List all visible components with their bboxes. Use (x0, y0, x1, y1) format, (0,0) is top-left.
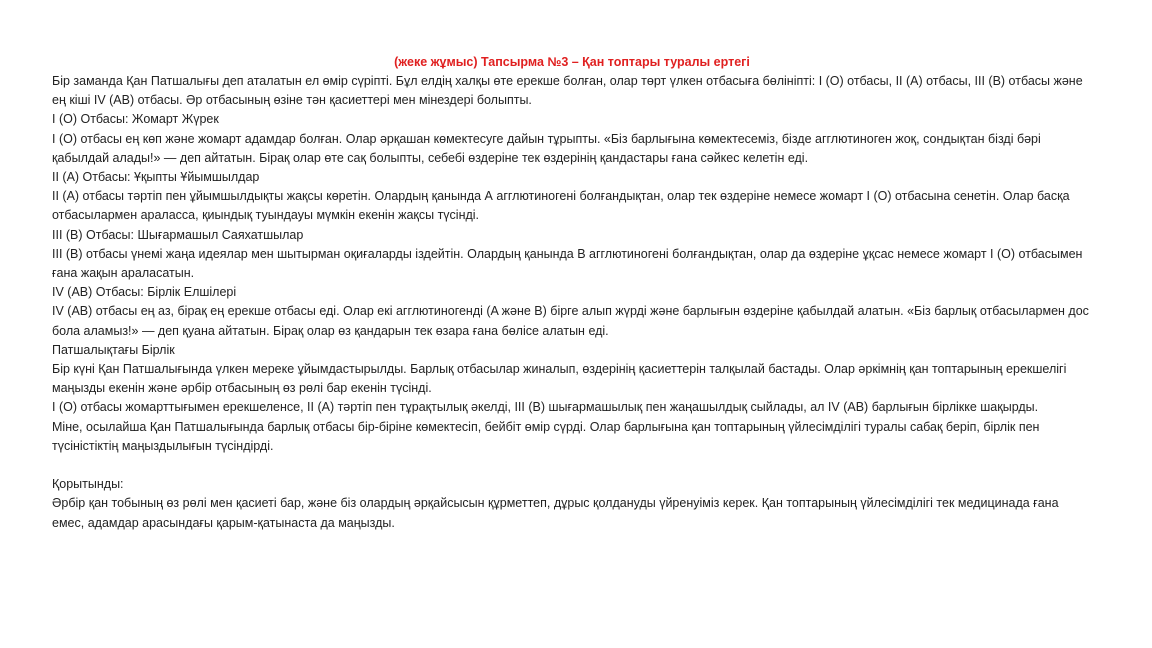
section-heading-ab: IV (AB) Отбасы: Бірлік Елшілері (52, 285, 237, 300)
section-heading-o: I (O) Отбасы: Жомарт Жүрек (52, 112, 219, 127)
document-body (52, 53, 1092, 533)
conclusion-heading: Қорытынды: (52, 477, 124, 492)
section-heading-a: II (A) Отбасы: Ұқыпты Ұйымшылдар (52, 170, 260, 185)
section-text-b: III (B) отбасы үнемі жаңа идеялар мен шытырман оқиғаларды іздейтін. Олардың қанында B агглютиногені болғандықтан, олар да өздеріне ұқсас немесе жомарт I (O) отбасымен ғана жақын араласатын. (52, 246, 1083, 281)
unity-paragraph-2: I (O) отбасы жомарттығымен ерекшеленсе, II (A) тәртіп пен тұрақтылық әкелді, III (B) шығармашылық пен жаңашылдық сыйлады, ал IV (AB) барлығын бірлікке шақырды. (52, 400, 1039, 415)
section-text-o: I (O) отбасы ең көп және жомарт адамдар болған. Олар әрқашан көмектесуге дайын тұрыпты. «Біз барлығына көмектесеміз, бізде агглютиноген жоқ, сондықтан бізді бәрі қабылдай алады!» — деп айтатын. Бірақ олар өте сақ болыпты, себебі өздеріне тек өздерінің қандастары ғана сәйкес келетін еді. (52, 131, 1041, 165)
document-title: (жеке жұмыс) Тапсырма №3 – Қан топтары туралы ертегі (394, 55, 750, 69)
unity-paragraph-3: Міне, осылайша Қан Патшалығында барлық отбасы бір-біріне көмектесіп, бейбіт өмір сүрді. Олар барлығына қан топтарының үйлесімділігі туралы сабақ беріп, бірлік пен түсіністіктің маңыздылығын түсіндірді. (52, 419, 1040, 453)
section-heading-b: III (B) Отбасы: Шығармашыл Саяхатшылар (52, 227, 304, 242)
intro-paragraph: Бір заманда Қан Патшалығы деп аталатын ел өмір сүріпті. Бұл елдің халқы өте ерекше болған, олар төрт үлкен отбасыға бөлініпті: I (O) отбасы, II (A) отбасы, III (B) отбасы және ең кіші IV (AB) отбасы. Әр отбасының өзіне тән қасиеттері мен мінездері болыпты. (52, 74, 1083, 108)
section-heading-unity: Патшалықтағы Бірлік (52, 342, 175, 357)
unity-paragraph-1: Бір күні Қан Патшалығында үлкен мереке ұйымдастырылды. Барлық отбасылар жиналып, өздерінің қасиеттерін талқылай бастады. Олар әркімнің қан топтарының ерекшелігі маңызды екенін және әрбір отбасының өз рөлі бар екенін түсінді. (52, 362, 1067, 396)
conclusion-paragraph: Әрбір қан тобының өз рөлі мен қасиеті бар, және біз олардың әрқайсысын құрметтеп, дұрыс қолдануды үйренуіміз керек. Қан топтарының үйлесімділігі тек медицинада ғана емес, адамдар арасындағы қарым-қатынаста да маңызды. (52, 496, 1059, 530)
blank-line (52, 456, 1092, 475)
section-text-a: II (A) отбасы тәртіп пен ұйымшылдықты жақсы көретін. Олардың қанында А агглютиногені болғандықтан, олар тек өздеріне немесе жомарт I (O) отбасына сенетін. Олар басқа отбасылармен араласса, қиындық туындауы мүмкін екенін жақсы түсінді. (52, 189, 1070, 223)
section-text-ab: IV (AB) отбасы ең аз, бірақ ең ерекше отбасы еді. Олар екі агглютиногенді (A және B) бірге алып жүрді және барлығын өздеріне қабылдай алатын. «Біз барлық отбасылармен дос бола аламыз!» — деп қуана айтатын. Бірақ олар өз қандарын тек өзара ғана бөлісе алатын еді. (52, 304, 1089, 338)
